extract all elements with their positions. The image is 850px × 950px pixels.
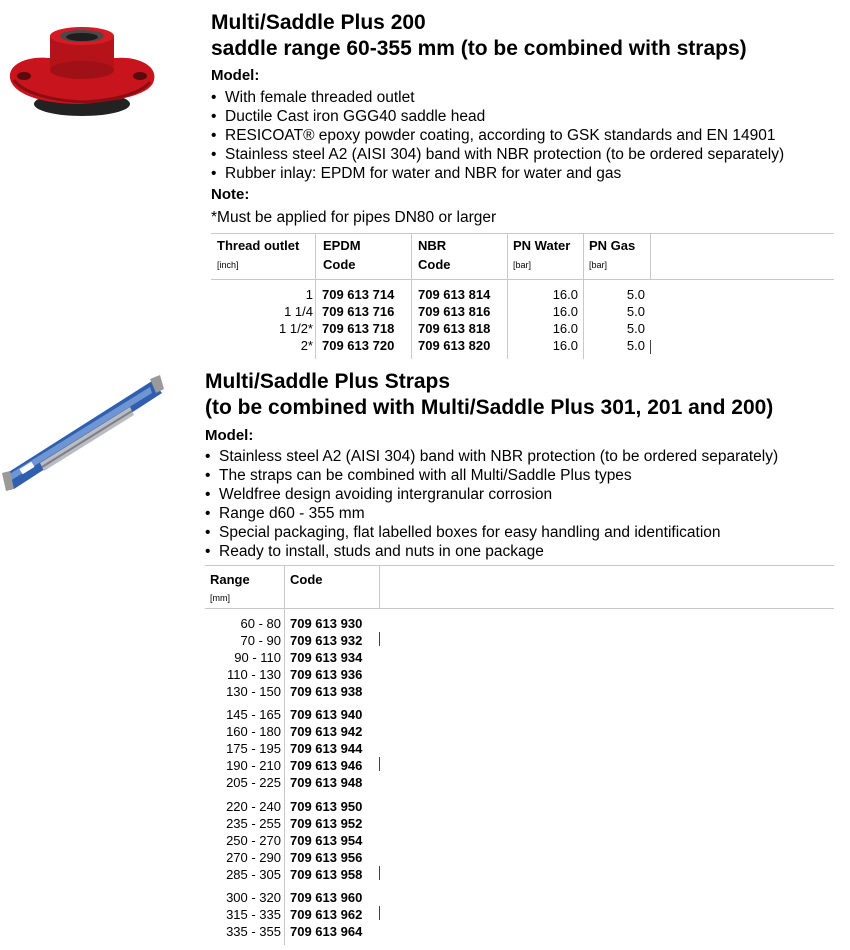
cell-range: 90 - 110 [234, 650, 281, 665]
cell-code: 709 613 946 [290, 758, 363, 773]
cell-range: 175 - 195 [226, 741, 281, 756]
cell-nbr-code: 709 613 820 [418, 338, 491, 353]
cell-pn-water: 16.0 [552, 321, 578, 336]
cell-pn-gas: 5.0 [626, 287, 645, 302]
cell-range: 335 - 355 [226, 924, 281, 939]
bullet-item: • With female threaded outlet [211, 88, 784, 107]
strap-product-image [0, 375, 175, 505]
cell-pn-water: 16.0 [552, 304, 578, 319]
table-header-code: Code [290, 572, 323, 587]
bullet-item: • Stainless steel A2 (AISI 304) band with NBR protection (to be ordered separately) [211, 145, 784, 164]
cell-code: 709 613 962 [290, 907, 363, 922]
product2-title-line2: (to be combined with Multi/Saddle Plus 301, 201 and 200) [205, 396, 774, 419]
cell-range: 270 - 290 [226, 850, 281, 865]
cell-epdm-code: 709 613 720 [322, 338, 395, 353]
cell-code: 709 613 958 [290, 867, 363, 882]
table-header-unit: [bar] [589, 260, 608, 270]
bullet-item: • Rubber inlay: EPDM for water and NBR for water and gas [211, 164, 784, 183]
bullet-item: • Special packaging, flat labelled boxes for easy handling and identification [205, 523, 778, 542]
cell-pn-gas: 5.0 [626, 304, 645, 319]
cell-code: 709 613 950 [290, 799, 363, 814]
cell-pn-water: 16.0 [552, 287, 578, 302]
bullet-item: • The straps can be combined with all Multi/Saddle Plus types [205, 466, 778, 485]
saddle-product-image [2, 26, 162, 126]
table-header-nbr: NBR [418, 238, 447, 253]
cell-range: 110 - 130 [227, 667, 281, 682]
product1-note-label: Note: [211, 186, 250, 203]
cell-code: 709 613 960 [290, 890, 363, 905]
cell-code: 709 613 932 [290, 633, 363, 648]
bullet-item: • Range d60 - 355 mm [205, 504, 778, 523]
cell-epdm-code: 709 613 718 [322, 321, 395, 336]
bullet-item: • Ready to install, studs and nuts in one package [205, 542, 778, 561]
cell-code: 709 613 938 [290, 684, 363, 699]
product1-bullet-list [211, 88, 784, 183]
table-header-unit: [inch] [217, 260, 239, 270]
cell-code: 709 613 952 [290, 816, 363, 831]
cell-thread: 1 [305, 287, 313, 302]
table-header-code: Code [418, 257, 451, 272]
bullet-item: • Weldfree design avoiding intergranular corrosion [205, 485, 778, 504]
cell-thread: 2* [300, 338, 313, 353]
cell-code: 709 613 930 [290, 616, 363, 631]
cell-code: 709 613 956 [290, 850, 363, 865]
table-header-thread-outlet: Thread outlet [217, 238, 300, 253]
cell-code: 709 613 954 [290, 833, 363, 848]
cell-range: 190 - 210 [226, 758, 281, 773]
cell-code: 709 613 936 [290, 667, 363, 682]
cell-range: 250 - 270 [226, 833, 281, 848]
cell-range: 70 - 90 [240, 633, 281, 648]
product1-model-label: Model: [211, 67, 260, 84]
cell-code: 709 613 944 [290, 741, 363, 756]
cell-thread: 1 1/4 [284, 304, 313, 319]
cell-code: 709 613 948 [290, 775, 363, 790]
product2-model-label: Model: [205, 427, 254, 444]
product1-title-line1: Multi/Saddle Plus 200 [211, 11, 426, 34]
cell-nbr-code: 709 613 816 [418, 304, 491, 319]
cell-code: 709 613 940 [290, 707, 363, 722]
table-header-pn-gas: PN Gas [589, 238, 636, 253]
cell-pn-gas: 5.0 [626, 338, 645, 353]
cell-nbr-code: 709 613 818 [418, 321, 491, 336]
cell-range: 205 - 225 [226, 775, 281, 790]
product1-title-line2: saddle range 60-355 mm (to be combined with straps) [211, 37, 747, 60]
cell-range: 235 - 255 [226, 816, 281, 831]
cell-pn-water: 16.0 [552, 338, 578, 353]
cell-pn-gas: 5.0 [626, 321, 645, 336]
cell-range: 145 - 165 [226, 707, 281, 722]
product1-note-text: *Must be applied for pipes DN80 or larger [211, 209, 497, 226]
cell-code: 709 613 964 [290, 924, 363, 939]
table-header-unit: [mm] [210, 593, 230, 603]
cell-range: 160 - 180 [226, 724, 281, 739]
cell-thread: 1 1/2* [279, 321, 313, 336]
product2-bullet-list [205, 447, 778, 561]
cell-range: 220 - 240 [226, 799, 281, 814]
table-header-code: Code [323, 257, 356, 272]
cell-range: 130 - 150 [226, 684, 281, 699]
table-header-epdm: EPDM [323, 238, 361, 253]
cell-range: 315 - 335 [226, 907, 281, 922]
cell-nbr-code: 709 613 814 [418, 287, 491, 302]
table-header-unit: [bar] [513, 260, 532, 270]
table-header-pn-water: PN Water [513, 238, 571, 253]
cell-range: 285 - 305 [226, 867, 281, 882]
cell-epdm-code: 709 613 716 [322, 304, 395, 319]
bullet-item: • Ductile Cast iron GGG40 saddle head [211, 107, 784, 126]
cell-epdm-code: 709 613 714 [322, 287, 395, 302]
cell-code: 709 613 934 [290, 650, 363, 665]
bullet-item: • Stainless steel A2 (AISI 304) band with NBR protection (to be ordered separately) [205, 447, 778, 466]
product2-title-line1: Multi/Saddle Plus Straps [205, 370, 451, 393]
bullet-item: • RESICOAT® epoxy powder coating, according to GSK standards and EN 14901 [211, 126, 784, 145]
cell-code: 709 613 942 [290, 724, 363, 739]
cell-range: 300 - 320 [226, 890, 281, 905]
table-header-range: Range [210, 572, 250, 587]
cell-range: 60 - 80 [240, 616, 281, 631]
